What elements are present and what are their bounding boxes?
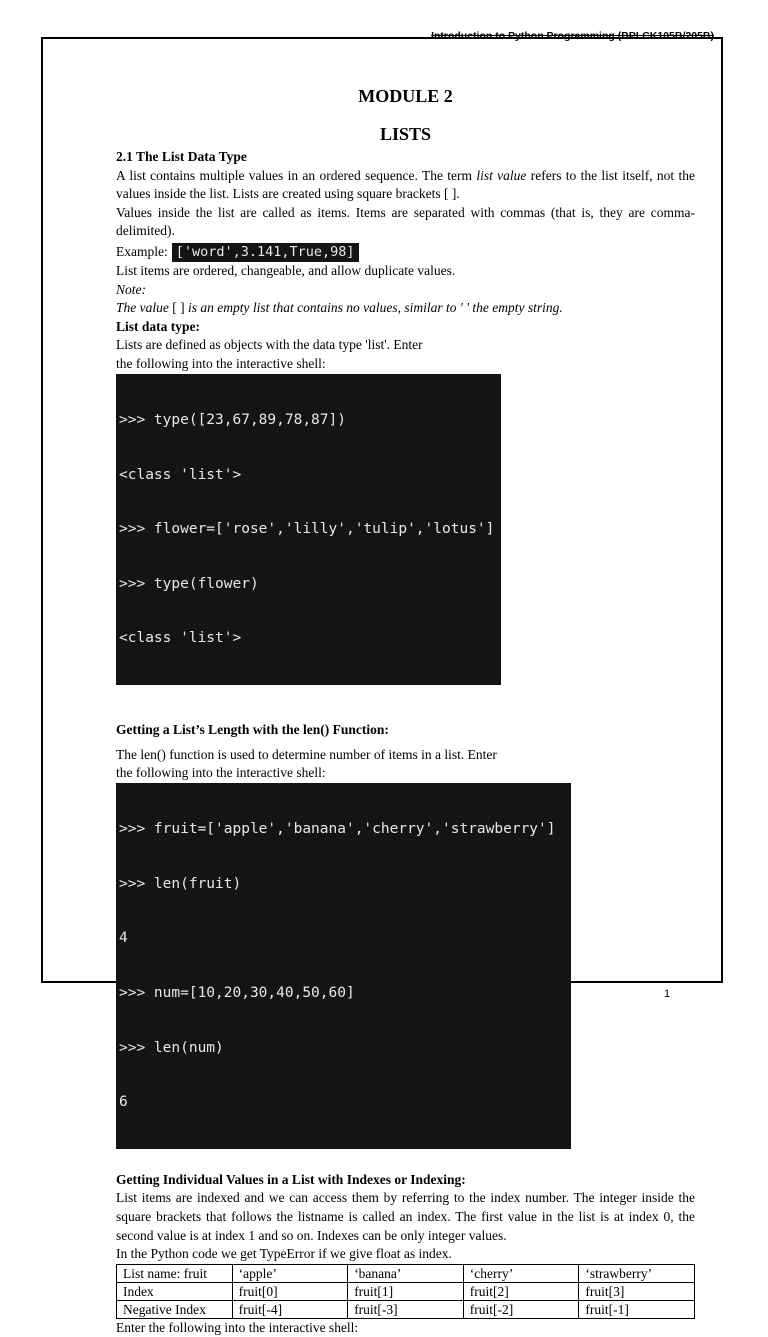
code-line: <class 'list'> — [119, 466, 242, 483]
document-body — [116, 84, 695, 1337]
course-header: Introduction to Python Programming (BPLCK105B/205B) — [431, 30, 714, 42]
list-type-line-1: Lists are defined as objects with the data type 'list'. Enter — [116, 337, 423, 353]
section-heading-list-data-type: 2.1 The List Data Type — [116, 149, 247, 164]
code-line: >>> flower=['rose','lilly','tulip','lotus'] — [119, 521, 495, 538]
table-cell: fruit[-1] — [579, 1300, 695, 1318]
table-cell: ‘apple’ — [232, 1264, 348, 1282]
paragraph-enter-shell: Enter the following into the interactive shell: — [116, 1319, 359, 1335]
len-line-2: the following into the interactive shell: — [116, 765, 326, 781]
table-row — [117, 1282, 695, 1300]
code-line: >>> num=[10,20,30,40,50,60] — [119, 985, 355, 1001]
paragraph-list-properties: List items are ordered, changeable, and allow duplicate values. — [116, 262, 456, 278]
topic-title: LISTS — [379, 124, 432, 144]
note-label: Note: — [116, 281, 146, 297]
code-line: >>> fruit=['apple','banana','cherry','strawberry'] — [119, 821, 556, 838]
table-cell: fruit[-4] — [232, 1300, 348, 1318]
paragraph-indexing: List items are indexed and we can access them by referring to the index number. The integer inside the square brackets that follows the listname is called an index. The first value in the list is at index 0, the second value is at index 1 and so on. Indexes can be only integer values. — [116, 1190, 695, 1243]
paragraph-typeerror: In the Python code we get TypeError if we give float as index. — [116, 1246, 452, 1262]
page-number: 1 — [664, 988, 671, 1000]
table-cell: fruit[0] — [232, 1282, 348, 1300]
paragraph-list-items: Values inside the list are called as items. Items are separated with commas (that is, they are comma-delimited). — [116, 204, 695, 239]
table-cell: ‘strawberry’ — [579, 1264, 695, 1282]
table-cell: List name: fruit — [117, 1264, 233, 1282]
code-line: >>> len(num) — [119, 1039, 224, 1056]
code-line: <class 'list'> — [119, 630, 242, 647]
len-line-1: The len() function is used to determine number of items in a list. Enter — [116, 746, 497, 762]
code-line: >>> len(fruit) — [119, 875, 242, 892]
code-line: 6 — [119, 1094, 128, 1111]
table-cell: Index — [117, 1282, 233, 1300]
table-cell: ‘cherry’ — [463, 1264, 579, 1282]
code-block-type — [116, 374, 501, 685]
table-row — [117, 1264, 695, 1282]
example-code: ['word',3.141,True,98] — [172, 243, 359, 262]
note-text: The value [ ] is an empty list that contains no values, similar to ' ' the empty string. — [116, 300, 563, 316]
table-cell: fruit[-3] — [348, 1300, 464, 1318]
paragraph-list-intro: A list contains multiple values in an ordered sequence. The term list value refers to the list itself, not the values inside the list. Lists are created using square brackets [ ]. — [116, 167, 695, 202]
table-cell: fruit[3] — [579, 1282, 695, 1300]
heading-len-function: Getting a List’s Length with the len() Function: — [116, 721, 389, 737]
table-row — [117, 1300, 695, 1318]
code-block-len — [116, 783, 571, 1149]
heading-list-data-type: List data type: — [116, 318, 200, 334]
code-line: >>> type(flower) — [119, 575, 259, 592]
code-line: 4 — [119, 930, 128, 947]
module-title: MODULE 2 — [358, 86, 453, 106]
table-cell: Negative Index — [117, 1300, 233, 1318]
heading-indexing: Getting Individual Values in a List with Indexes or Indexing: — [116, 1171, 466, 1187]
example-label: Example: — [116, 244, 168, 260]
table-cell: ‘banana’ — [348, 1264, 464, 1282]
index-table — [116, 1264, 695, 1319]
example-line — [116, 243, 695, 262]
list-type-line-2: the following into the interactive shell: — [116, 355, 326, 371]
table-cell: fruit[1] — [348, 1282, 464, 1300]
table-cell: fruit[-2] — [463, 1300, 579, 1318]
code-line: >>> type([23,67,89,78,87]) — [119, 411, 346, 428]
table-cell: fruit[2] — [463, 1282, 579, 1300]
